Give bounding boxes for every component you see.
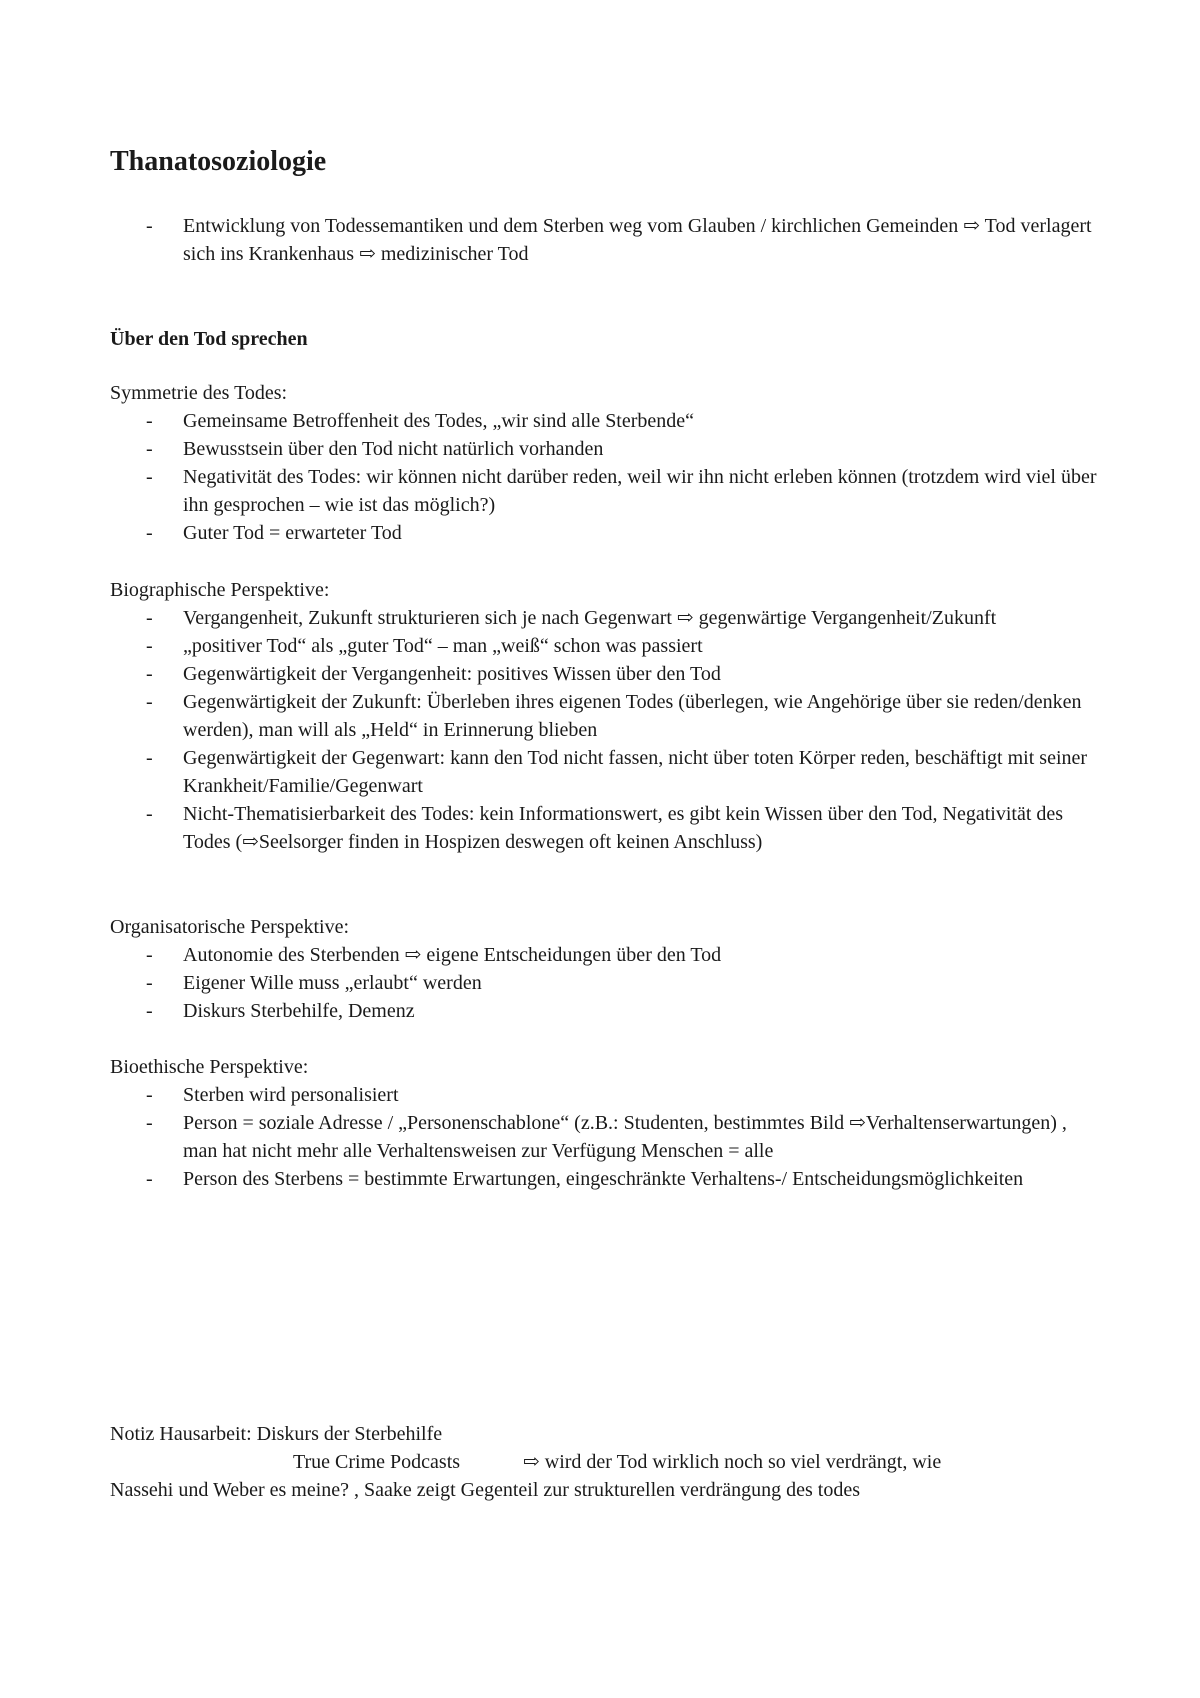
bullet-dash: - xyxy=(146,522,153,544)
list-item xyxy=(0,1165,1103,1193)
list-item xyxy=(0,997,1103,1025)
list-item-text: Eigener Wille muss „erlaubt“ werden xyxy=(183,972,482,994)
list-item-text: Diskurs Sterbehilfe, Demenz xyxy=(183,1000,415,1022)
list-item-text: Entwicklung von Todessemantiken und dem Sterben weg vom Glauben / kirchlichen Gemeinden ⇨ Tod verlagert sich ins Krankenhaus ⇨ medizinischer Tod xyxy=(183,215,1092,265)
bullet-dash: - xyxy=(146,663,153,685)
list-item xyxy=(0,519,1103,547)
list-item-text: Autonomie des Sterbenden ⇨ eigene Entscheidungen über den Tod xyxy=(183,944,722,966)
section-heading: Über den Tod sprechen xyxy=(110,328,308,350)
list-item-text: Gegenwärtigkeit der Gegenwart: kann den Tod nicht fassen, nicht über toten Körper reden, beschäftigt mit seiner Krankheit/Familie/Gegenwart xyxy=(183,747,1088,797)
list-item xyxy=(0,463,1103,519)
bullet-dash: - xyxy=(146,691,153,713)
list-item xyxy=(0,800,1103,856)
bullet-dash: - xyxy=(146,1168,153,1190)
note-line-2-question: ⇨ wird der Tod wirklich noch so viel verdrängt, wie xyxy=(523,1451,942,1473)
list-item-text: Gemeinsame Betroffenheit des Todes, „wir sind alle Sterbende“ xyxy=(183,410,695,432)
group-label-organisatorisch: Organisatorische Perspektive: xyxy=(110,916,350,938)
bullet-dash: - xyxy=(146,972,153,994)
group-list-bioethisch xyxy=(0,1081,1103,1193)
page-title: Thanatosoziologie xyxy=(110,146,327,177)
list-item-text: „positiver Tod“ als „guter Tod“ – man „weiß“ schon was passiert xyxy=(183,635,703,657)
group-label-biographisch: Biographische Perspektive: xyxy=(110,579,330,601)
list-item xyxy=(0,660,1103,688)
bullet-dash: - xyxy=(146,747,153,769)
note-line-1: Notiz Hausarbeit: Diskurs der Sterbehilfe xyxy=(110,1423,443,1445)
bullet-dash: - xyxy=(146,1084,153,1106)
list-item-text: Gegenwärtigkeit der Zukunft: Überleben ihres eigenen Todes (überlegen, wie Angehörige über sie reden/denken werden), man will als „Held“ in Erinnerung blieben xyxy=(183,691,1082,741)
group-label-symmetrie: Symmetrie des Todes: xyxy=(110,382,288,404)
bullet-dash: - xyxy=(146,1112,153,1134)
list-item xyxy=(0,604,1103,632)
bullet-dash: - xyxy=(146,466,153,488)
group-list-symmetrie xyxy=(0,407,1103,547)
list-item xyxy=(0,407,1103,435)
group-list-organisatorisch xyxy=(0,941,1103,1025)
list-item-text: Guter Tod = erwarteter Tod xyxy=(183,522,402,544)
bullet-dash: - xyxy=(146,215,153,237)
list-item xyxy=(0,1081,1103,1109)
bullet-dash: - xyxy=(146,1000,153,1022)
list-item-text: Sterben wird personalisiert xyxy=(183,1084,399,1106)
list-item xyxy=(0,435,1103,463)
group-label-bioethisch: Bioethische Perspektive: xyxy=(110,1056,309,1078)
list-item xyxy=(0,688,1103,744)
bullet-dash: - xyxy=(146,803,153,825)
bullet-dash: - xyxy=(146,635,153,657)
note-line-3: Nassehi und Weber es meine? , Saake zeigt Gegenteil zur strukturellen verdrängung des todes xyxy=(110,1479,860,1501)
note-line-2-podcasts: True Crime Podcasts xyxy=(293,1451,461,1473)
list-item-text: Person = soziale Adresse / „Personenschablone“ (z.B.: Studenten, bestimmtes Bild ⇨Verhaltenserwartungen) , man hat nicht mehr alle Verhaltensweisen zur Verfügung Menschen = alle xyxy=(183,1112,1067,1162)
list-item xyxy=(0,632,1103,660)
bullet-dash: - xyxy=(146,944,153,966)
group-list-biographisch xyxy=(0,604,1103,856)
bullet-dash: - xyxy=(146,607,153,629)
intro-list xyxy=(0,212,1103,268)
list-item-text: Vergangenheit, Zukunft strukturieren sich je nach Gegenwart ⇨ gegenwärtige Vergangenheit/Zukunft xyxy=(183,607,997,629)
list-item-text: Negativität des Todes: wir können nicht darüber reden, weil wir ihn nicht erleben können (trotzdem wird viel über ihn gesprochen – wie ist das möglich?) xyxy=(183,466,1097,516)
list-item-text: Gegenwärtigkeit der Vergangenheit: positives Wissen über den Tod xyxy=(183,663,721,685)
list-item xyxy=(0,941,1103,969)
list-item-text: Bewusstsein über den Tod nicht natürlich vorhanden xyxy=(183,438,604,460)
list-item xyxy=(0,212,1103,268)
list-item xyxy=(0,744,1103,800)
list-item xyxy=(0,1109,1103,1165)
list-item-text: Person des Sterbens = bestimmte Erwartungen, eingeschränkte Verhaltens-/ Entscheidungsmöglichkeiten xyxy=(183,1168,1024,1190)
list-item-text: Nicht-Thematisierbarkeit des Todes: kein Informationswert, es gibt kein Wissen über den Tod, Negativität des Todes (⇨Seelsorger finden in Hospizen deswegen oft keinen Anschluss) xyxy=(183,803,1064,853)
list-item xyxy=(0,969,1103,997)
bullet-dash: - xyxy=(146,438,153,460)
bullet-dash: - xyxy=(146,410,153,432)
